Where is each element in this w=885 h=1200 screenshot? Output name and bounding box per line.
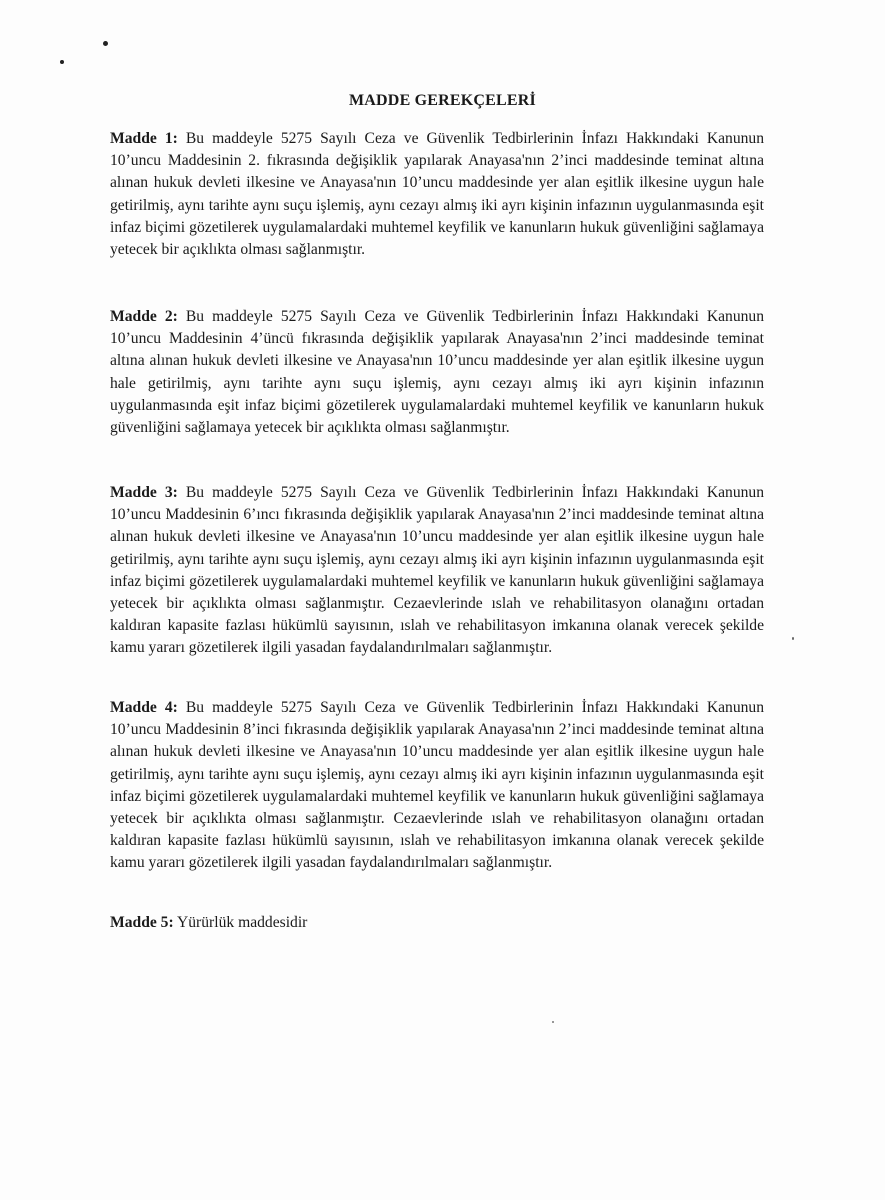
article-text: Bu maddeyle 5275 Sayılı Ceza ve Güvenlik Tedbirlerinin İnfazı Hakkındaki Kanunun 10’uncu Maddesinin 8’inci fıkrasında değişiklik yapılarak Anayasa'nın 2’inci maddesinde teminat altına alınan hukuk devleti ilkesine ve Anayasa'nın 10’uncu maddesinde yer alan eşitlik ilkesine uygun hale getirilmiş, aynı tarihte aynı suçu işlemiş, aynı cezayı almış iki ayrı kişinin infazının uygulanmasında eşit infaz biçimi gözetilerek uygulamalardaki muhtemel keyfilik ve kanunların hukuk güvenliğini sağlamaya yetecek bir açıklıkta olması sağlanmıştır. Cezaevlerinde ıslah ve rehabilitasyon olanağını ortadan kaldıran kapasite fazlası hükümlü sayısının, ıslah ve rehabilitasyon imkanına olanak verecek şekilde kamu yararı gözetilerek ilgili yasadan faydalandırılmaları sağlanmıştır. xyxy=(110,699,765,872)
article-text: Bu maddeyle 5275 Sayılı Ceza ve Güvenlik Tedbirlerinin İnfazı Hakkındaki Kanunun 10’uncu Maddesinin 2. fıkrasında değişiklik yapılarak Anayasa'nın 2’inci maddesinde teminat altına alınan hukuk devleti ilkesine ve Anayasa'nın 10’uncu maddesinde yer alan eşitlik ilkesine uygun hale getirilmiş, aynı tarihte aynı suçu işlemiş, aynı cezayı almış iki ayrı kişinin infazının uygulanmasında eşit infaz biçimi gözetilerek uygulamalardaki muhtemel keyfilik ve kanunların hukuk güvenliğini sağlamaya yetecek bir açıklıkta olması sağlanmıştır. xyxy=(110,130,765,259)
scan-speck-dot xyxy=(792,637,794,640)
article-3 xyxy=(110,482,764,660)
article-2 xyxy=(110,306,764,439)
article-label: Madde 1: xyxy=(110,130,178,147)
article-label: Madde 3: xyxy=(110,484,178,501)
article-label: Madde 4: xyxy=(110,699,178,716)
article-4 xyxy=(110,697,764,875)
article-5 xyxy=(110,912,764,934)
article-text: Bu maddeyle 5275 Sayılı Ceza ve Güvenlik Tedbirlerinin İnfazı Hakkındaki Kanunun 10’uncu Maddesinin 4’üncü fıkrasında değişiklik yapılarak Anayasa'nın 2’inci maddesinde teminat altına alınan hukuk devleti ilkesine ve Anayasa'nın 10’uncu maddesinde yer alan eşitlik ilkesine uygun hale getirilmiş, aynı tarihte aynı suçu işlemiş, aynı cezayı almış iki ayrı kişinin infazının uygulanmasında eşit infaz biçimi gözetilerek uygulamalardaki muhtemel keyfilik ve kanunların hukuk güvenliğini sağlamaya yetecek bir açıklıkta olması sağlanmıştır. xyxy=(110,308,765,437)
document-title: MADDE GEREKÇELERİ xyxy=(349,92,536,109)
article-label: Madde 5: xyxy=(110,914,174,931)
article-1 xyxy=(110,128,764,261)
scan-speck-dot xyxy=(103,41,108,46)
article-text: Yürürlük maddesidir xyxy=(177,914,308,931)
scan-speck-dot xyxy=(552,1021,554,1023)
article-text: Bu maddeyle 5275 Sayılı Ceza ve Güvenlik Tedbirlerinin İnfazı Hakkındaki Kanunun 10’uncu Maddesinin 6’ıncı fıkrasında değişiklik yapılarak Anayasa'nın 2’inci maddesinde teminat altına alınan hukuk devleti ilkesine ve Anayasa'nın 10’uncu maddesinde yer alan eşitlik ilkesine uygun hale getirilmiş, aynı tarihte aynı suçu işlemiş, aynı cezayı almış iki ayrı kişinin infazının uygulanmasında eşit infaz biçimi gözetilerek uygulamalardaki muhtemel keyfilik ve kanunların hukuk güvenliğini sağlamaya yetecek bir açıklıkta olması sağlanmıştır. Cezaevlerinde ıslah ve rehabilitasyon olanağını ortadan kaldıran kapasite fazlası hükümlü sayısının, ıslah ve rehabilitasyon imkanına olanak verecek şekilde kamu yararı gözetilerek ilgili yasadan faydalandırılmaları sağlanmıştır. xyxy=(110,484,765,657)
scan-speck-dot xyxy=(60,60,64,64)
article-label: Madde 2: xyxy=(110,308,178,325)
